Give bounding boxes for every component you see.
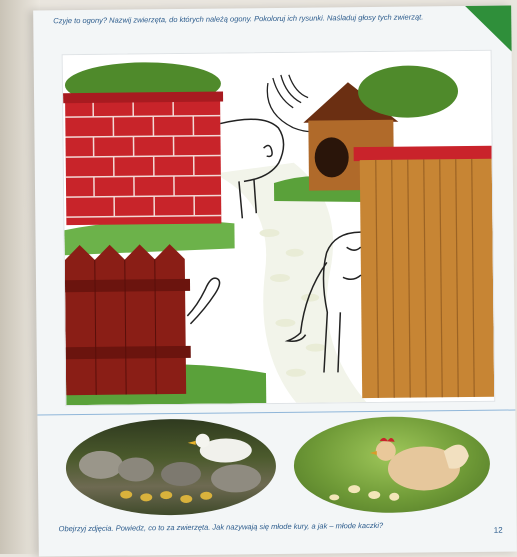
hen-icon (293, 416, 490, 514)
illustration-svg (63, 51, 495, 405)
hen-photo (293, 416, 490, 514)
wooden-fence (65, 244, 192, 395)
illustration-scene (62, 50, 496, 406)
section-divider (37, 409, 515, 415)
brick-planter (63, 62, 225, 226)
exercise-instruction: Czyje to ogony? Nazwij zwierzęta, do których należą ogony. Pokoloruj ich rysunki. Naśladuj głosy tych zwierząt. (53, 12, 473, 26)
photo-question: Obejrzyj zdjęcia. Powiedz, co to za zwierzęta. Jak nazywają się młode kury, a jak – młode kaczki? (59, 520, 459, 534)
wooden-shed (354, 146, 495, 398)
page-number: 12 (494, 526, 503, 535)
ducks-icon (65, 418, 276, 516)
workbook-page (33, 6, 517, 557)
ducks-photo (65, 418, 276, 516)
